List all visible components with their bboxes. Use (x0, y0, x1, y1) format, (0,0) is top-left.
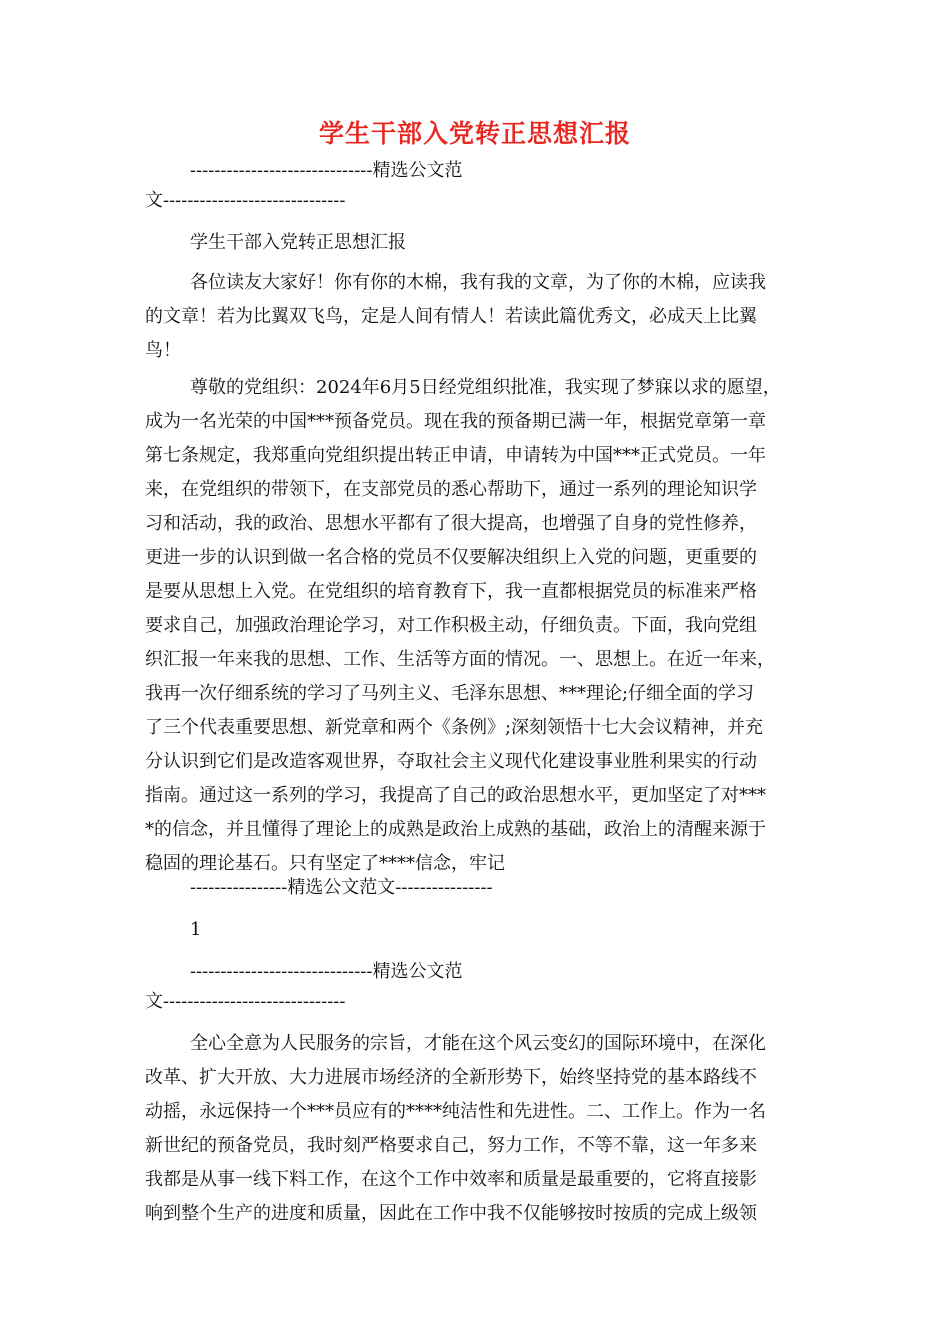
body-paragraph-2 (145, 1027, 805, 1231)
body-line: 我再一次仔细系统的学习了马列主义、毛泽东思想、***理论;仔细全面的学习 (145, 683, 755, 704)
body-line: 指南。通过这一系列的学习，我提高了自己的政治思想水平，更加坚定了对*** (145, 785, 766, 806)
body2-line: 改革、扩大开放、大力进展市场经济的全新形势下，始终坚持党的基本路线不 (145, 1067, 757, 1088)
body-line: 习和活动，我的政治、思想水平都有了很大提高，也增强了自身的党性修养， (145, 513, 757, 534)
body2-line: 新世纪的预备党员，我时刻严格要求自己，努力工作，不等不靠，这一年多来 (145, 1135, 757, 1156)
body-line: 成为一名光荣的中国***预备党员。现在我的预备期已满一年，根据党章第一章 (145, 411, 766, 432)
footer-separator: ----------------精选公文范文---------------- (190, 877, 493, 898)
body2-line: 动摇，永远保持一个***员应有的****纯洁性和先进性。二、工作上。作为一名 (145, 1101, 766, 1122)
body-line: 稳固的理论基石。只有坚定了****信念，牢记 (145, 853, 505, 874)
body-line: 尊敬的党组织：2024年6月5日经党组织批准，我实现了梦寐以求的愿望， (190, 377, 781, 398)
header-separator-2-line2: 文------------------------------ (145, 991, 346, 1012)
body2-line: 全心全意为人民服务的宗旨，才能在这个风云变幻的国际环境中，在深化 (190, 1033, 766, 1054)
body-line: 织汇报一年来我的思想、工作、生活等方面的情况。一、思想上。在近一年来， (145, 649, 775, 670)
body2-line: 响到整个生产的进度和质量，因此在工作中我不仅能够按时按质的完成上级领 (145, 1203, 757, 1224)
body-line: 第七条规定，我郑重向党组织提出转正申请，申请转为中国***正式党员。一年 (145, 445, 766, 466)
intro-line: 各位读友大家好！你有你的木棉，我有我的文章，为了你的木棉，应读我 (190, 272, 766, 293)
body-line: 分认识到它们是改造客观世界，夺取社会主义现代化建设事业胜利果实的行动 (145, 751, 757, 772)
body-line: 要求自己，加强政治理论学习，对工作积极主动，仔细负责。下面，我向党组 (145, 615, 757, 636)
body-line: 是要从思想上入党。在党组织的培育教育下，我一直都根据党员的标准来严格 (145, 581, 757, 602)
header-separator-line2: 文------------------------------ (145, 190, 346, 211)
body-paragraph (145, 371, 805, 881)
page-number: 1 (190, 919, 202, 940)
intro-line: 鸟！ (145, 340, 181, 361)
subtitle: 学生干部入党转正思想汇报 (190, 232, 406, 253)
body-line: 更进一步的认识到做一名合格的党员不仅要解决组织上入党的问题，更重要的 (145, 547, 757, 568)
header-separator-2-line1: ------------------------------精选公文范 (190, 961, 463, 982)
body2-line: 我都是从事一线下料工作，在这个工作中效率和质量是最重要的，它将直接影 (145, 1169, 757, 1190)
body-line: 了三个代表重要思想、新党章和两个《条例》;深刻领悟十七大会议精神，并充 (145, 717, 764, 738)
header-separator-line1: ------------------------------精选公文范 (190, 160, 463, 181)
body-line: 来，在党组织的带领下，在支部党员的悉心帮助下，通过一系列的理论知识学 (145, 479, 757, 500)
intro-line: 的文章！若为比翼双飞鸟，定是人间有情人！若读此篇优秀文，必成天上比翼 (145, 306, 757, 327)
intro-paragraph (145, 266, 805, 368)
document-title: 学生干部入党转正思想汇报 (318, 119, 631, 148)
body-line: *的信念，并且懂得了理论上的成熟是政治上成熟的基础，政治上的清醒来源于 (145, 819, 766, 840)
